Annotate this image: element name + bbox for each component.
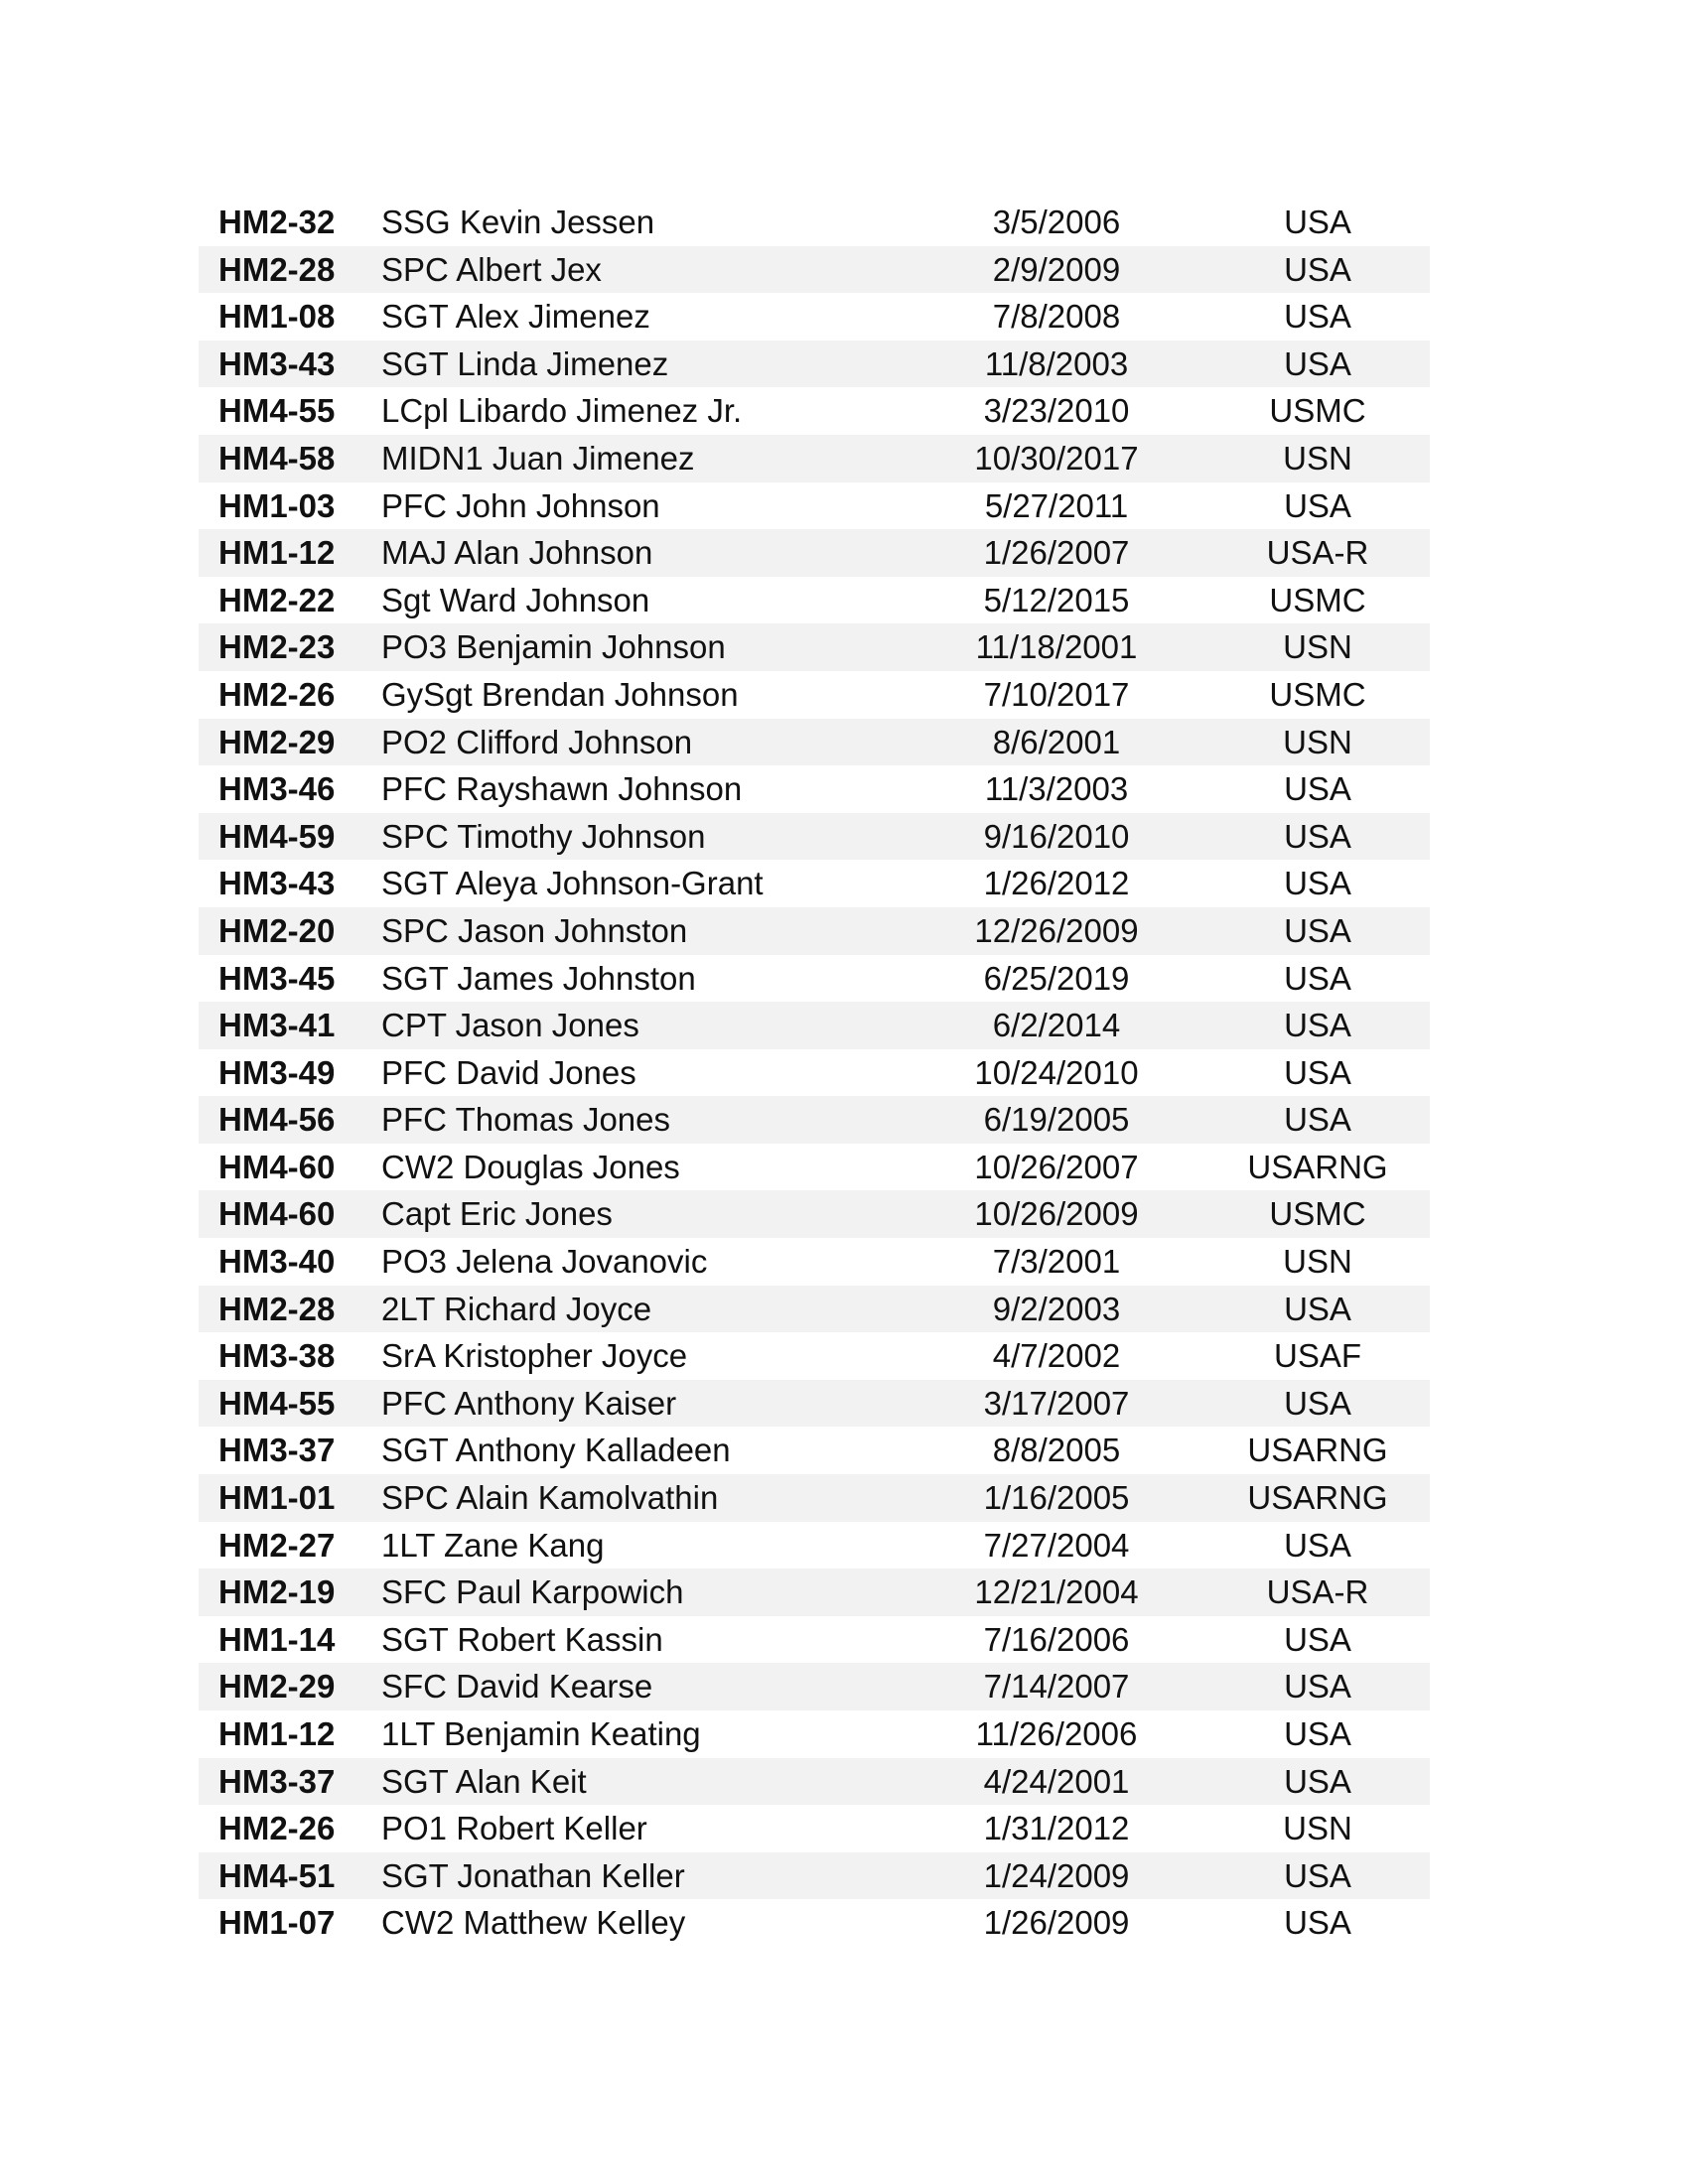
service-branch: USA [1284,486,1351,524]
honoree-name: SGT Robert Kassin [381,1620,663,1658]
service-branch: USA [1284,1762,1351,1800]
date-of-death: 3/23/2010 [983,392,1130,430]
honoree-name: PFC Thomas Jones [381,1101,671,1139]
date-of-death: 6/2/2014 [992,1007,1121,1044]
table-row [199,199,1430,246]
date-of-death: 5/12/2015 [983,581,1130,618]
date-of-death: 10/24/2010 [974,1053,1139,1091]
panel-id: HM1-03 [218,486,336,524]
panel-id: HM2-20 [218,911,336,949]
table-row [199,1758,1430,1806]
honoree-name: PFC David Jones [381,1053,636,1091]
table-row [199,1710,1430,1758]
honoree-name: SPC Alain Kamolvathin [381,1479,719,1517]
date-of-death: 12/21/2004 [974,1573,1139,1611]
date-of-death: 4/24/2001 [983,1762,1130,1800]
table-row [199,1852,1430,1900]
table-row [199,1616,1430,1664]
table-row [199,1002,1430,1049]
honoree-name: SFC David Kearse [381,1668,653,1706]
service-branch: USA [1284,1904,1351,1942]
honoree-name: CW2 Douglas Jones [381,1148,680,1185]
table-row [199,1380,1430,1428]
service-branch: USARNG [1247,1432,1388,1469]
date-of-death: 1/16/2005 [983,1479,1130,1517]
date-of-death: 2/9/2009 [992,250,1121,288]
table-row [199,529,1430,577]
service-branch: USA [1284,1384,1351,1422]
honoree-name: CPT Jason Jones [381,1007,639,1044]
table-row [199,1286,1430,1333]
table-row [199,577,1430,624]
service-branch: USMC [1269,581,1366,618]
panel-id: HM3-40 [218,1243,336,1281]
service-branch: USA [1284,1668,1351,1706]
panel-id: HM2-26 [218,1810,336,1847]
service-branch: USARNG [1247,1148,1388,1185]
date-of-death: 11/3/2003 [984,770,1129,808]
service-branch: USA [1284,1290,1351,1327]
honoree-name: PFC John Johnson [381,486,660,524]
honoree-name: SSG Kevin Jessen [381,204,655,240]
table-row [199,482,1430,530]
service-branch: USA [1284,865,1351,902]
honoree-name: SGT Alan Keit [381,1762,587,1800]
panel-id: HM4-56 [218,1101,336,1139]
honoree-name: SrA Kristopher Joyce [381,1337,688,1375]
date-of-death: 3/5/2006 [992,204,1121,240]
date-of-death: 7/8/2008 [992,298,1121,336]
table-row [199,1096,1430,1144]
service-branch: USA [1284,1526,1351,1564]
service-branch: USA-R [1266,534,1369,572]
panel-id: HM1-08 [218,298,336,336]
panel-id: HM3-37 [218,1762,336,1800]
service-branch: USA [1284,1007,1351,1044]
panel-id: HM3-38 [218,1337,336,1375]
date-of-death: 10/30/2017 [974,439,1139,477]
panel-id: HM3-45 [218,959,336,997]
service-branch: USA [1284,817,1351,855]
table-row [199,1805,1430,1852]
date-of-death: 1/26/2012 [983,865,1130,902]
panel-id: HM1-01 [218,1479,336,1517]
table-row [199,1663,1430,1710]
panel-id: HM2-27 [218,1526,336,1564]
honoree-name: SPC Jason Johnston [381,911,688,949]
roster-table [199,199,1430,1947]
panel-id: HM4-51 [218,1856,336,1894]
honoree-name: 1LT Zane Kang [381,1526,605,1564]
table-row [199,955,1430,1003]
table-row [199,341,1430,388]
service-branch: USN [1283,439,1352,477]
table-row [199,1522,1430,1570]
table-row [199,1144,1430,1191]
service-branch: USA [1284,250,1351,288]
date-of-death: 4/7/2002 [992,1337,1121,1375]
table-row [199,1238,1430,1286]
table-row [199,435,1430,482]
service-branch: USN [1283,628,1352,666]
honoree-name: SFC Paul Karpowich [381,1573,684,1611]
date-of-death: 11/26/2006 [975,1715,1138,1752]
service-branch: USA [1284,1620,1351,1658]
panel-id: HM3-46 [218,770,336,808]
service-branch: USN [1283,723,1352,760]
service-branch: USARNG [1247,1479,1388,1517]
honoree-name: GySgt Brendan Johnson [381,675,739,713]
honoree-name: LCpl Libardo Jimenez Jr. [381,392,743,430]
panel-id: HM1-07 [218,1904,336,1942]
date-of-death: 8/8/2005 [992,1432,1121,1469]
honoree-name: CW2 Matthew Kelley [381,1904,686,1942]
date-of-death: 5/27/2011 [984,486,1129,524]
honoree-name: PO1 Robert Keller [381,1810,647,1847]
honoree-name: PO3 Benjamin Johnson [381,628,726,666]
panel-id: HM2-28 [218,250,336,288]
honoree-name: 1LT Benjamin Keating [381,1715,701,1752]
panel-id: HM2-28 [218,1290,336,1327]
service-branch: USA [1284,1715,1351,1752]
date-of-death: 7/14/2007 [983,1668,1130,1706]
date-of-death: 10/26/2007 [974,1148,1139,1185]
table-row [199,387,1430,435]
service-branch: USA [1284,770,1351,808]
table-row [199,719,1430,766]
date-of-death: 12/26/2009 [974,911,1139,949]
honoree-name: PFC Anthony Kaiser [381,1384,677,1422]
panel-id: HM3-49 [218,1053,336,1091]
table-row [199,1569,1430,1616]
panel-id: HM2-19 [218,1573,336,1611]
table-row [199,860,1430,907]
table-row [199,293,1430,341]
honoree-name: PO2 Clifford Johnson [381,723,693,760]
service-branch: USA [1284,298,1351,336]
service-branch: USA [1284,1101,1351,1139]
service-branch: USMC [1269,675,1366,713]
honoree-name: SGT Anthony Kalladeen [381,1432,731,1469]
honoree-name: 2LT Richard Joyce [381,1290,652,1327]
service-branch: USA [1284,1856,1351,1894]
date-of-death: 11/8/2003 [984,344,1129,382]
panel-id: HM2-22 [218,581,336,618]
panel-id: HM3-43 [218,344,336,382]
table-row [199,765,1430,813]
panel-id: HM2-29 [218,723,336,760]
date-of-death: 7/16/2006 [983,1620,1130,1658]
service-branch: USMC [1269,392,1366,430]
service-branch: USA-R [1266,1573,1369,1611]
honoree-name: SGT James Johnston [381,959,696,997]
panel-id: HM3-37 [218,1432,336,1469]
panel-id: HM3-41 [218,1007,336,1044]
date-of-death: 7/10/2017 [983,675,1130,713]
panel-id: HM2-29 [218,1668,336,1706]
panel-id: HM1-12 [218,1715,336,1752]
table-row [199,1474,1430,1522]
table-row [199,246,1430,294]
panel-id: HM4-59 [218,817,336,855]
table-row [199,623,1430,671]
honoree-name: SGT Jonathan Keller [381,1856,685,1894]
table-row [199,1427,1430,1474]
date-of-death: 9/2/2003 [992,1290,1121,1327]
date-of-death: 1/24/2009 [983,1856,1130,1894]
honoree-name: Capt Eric Jones [381,1195,613,1233]
table-row [199,813,1430,861]
date-of-death: 7/3/2001 [992,1243,1121,1281]
date-of-death: 8/6/2001 [992,723,1121,760]
panel-id: HM2-23 [218,628,336,666]
service-branch: USAF [1273,1337,1361,1375]
date-of-death: 6/25/2019 [983,959,1130,997]
table-row [199,1899,1430,1947]
service-branch: USMC [1269,1195,1366,1233]
table-row [199,1332,1430,1380]
service-branch: USA [1284,204,1351,240]
date-of-death: 10/26/2009 [974,1195,1139,1233]
panel-id: HM1-14 [218,1620,336,1658]
honoree-name: Sgt Ward Johnson [381,581,650,618]
honoree-name: MAJ Alan Johnson [381,534,653,572]
honoree-name: SGT Aleya Johnson-Grant [381,865,764,902]
panel-id: HM4-55 [218,1384,336,1422]
honoree-name: SGT Linda Jimenez [381,344,669,382]
honoree-name: MIDN1 Juan Jimenez [381,439,695,477]
date-of-death: 9/16/2010 [983,817,1130,855]
service-branch: USN [1283,1243,1352,1281]
table-row [199,671,1430,719]
service-branch: USA [1284,344,1351,382]
honoree-name: PO3 Jelena Jovanovic [381,1243,708,1281]
service-branch: USA [1284,1053,1351,1091]
table-row [199,907,1430,955]
panel-id: HM4-58 [218,439,336,477]
honoree-name: PFC Rayshawn Johnson [381,770,743,808]
date-of-death: 1/31/2012 [983,1810,1130,1847]
date-of-death: 3/17/2007 [983,1384,1130,1422]
table-row [199,1049,1430,1097]
table-row [199,1190,1430,1238]
honoree-name: SGT Alex Jimenez [381,298,650,336]
honoree-name: SPC Timothy Johnson [381,817,706,855]
date-of-death: 6/19/2005 [983,1101,1130,1139]
panel-id: HM1-12 [218,534,336,572]
date-of-death: 1/26/2009 [983,1904,1130,1942]
honoree-name: SPC Albert Jex [381,250,602,288]
service-branch: USN [1283,1810,1352,1847]
service-branch: USA [1284,911,1351,949]
date-of-death: 11/18/2001 [975,628,1138,666]
panel-id: HM4-60 [218,1195,336,1233]
panel-id: HM4-55 [218,392,336,430]
date-of-death: 7/27/2004 [983,1526,1130,1564]
panel-id: HM3-43 [218,865,336,902]
panel-id: HM4-60 [218,1148,336,1185]
date-of-death: 1/26/2007 [983,534,1130,572]
panel-id: HM2-26 [218,675,336,713]
service-branch: USA [1284,959,1351,997]
panel-id: HM2-32 [218,204,336,240]
